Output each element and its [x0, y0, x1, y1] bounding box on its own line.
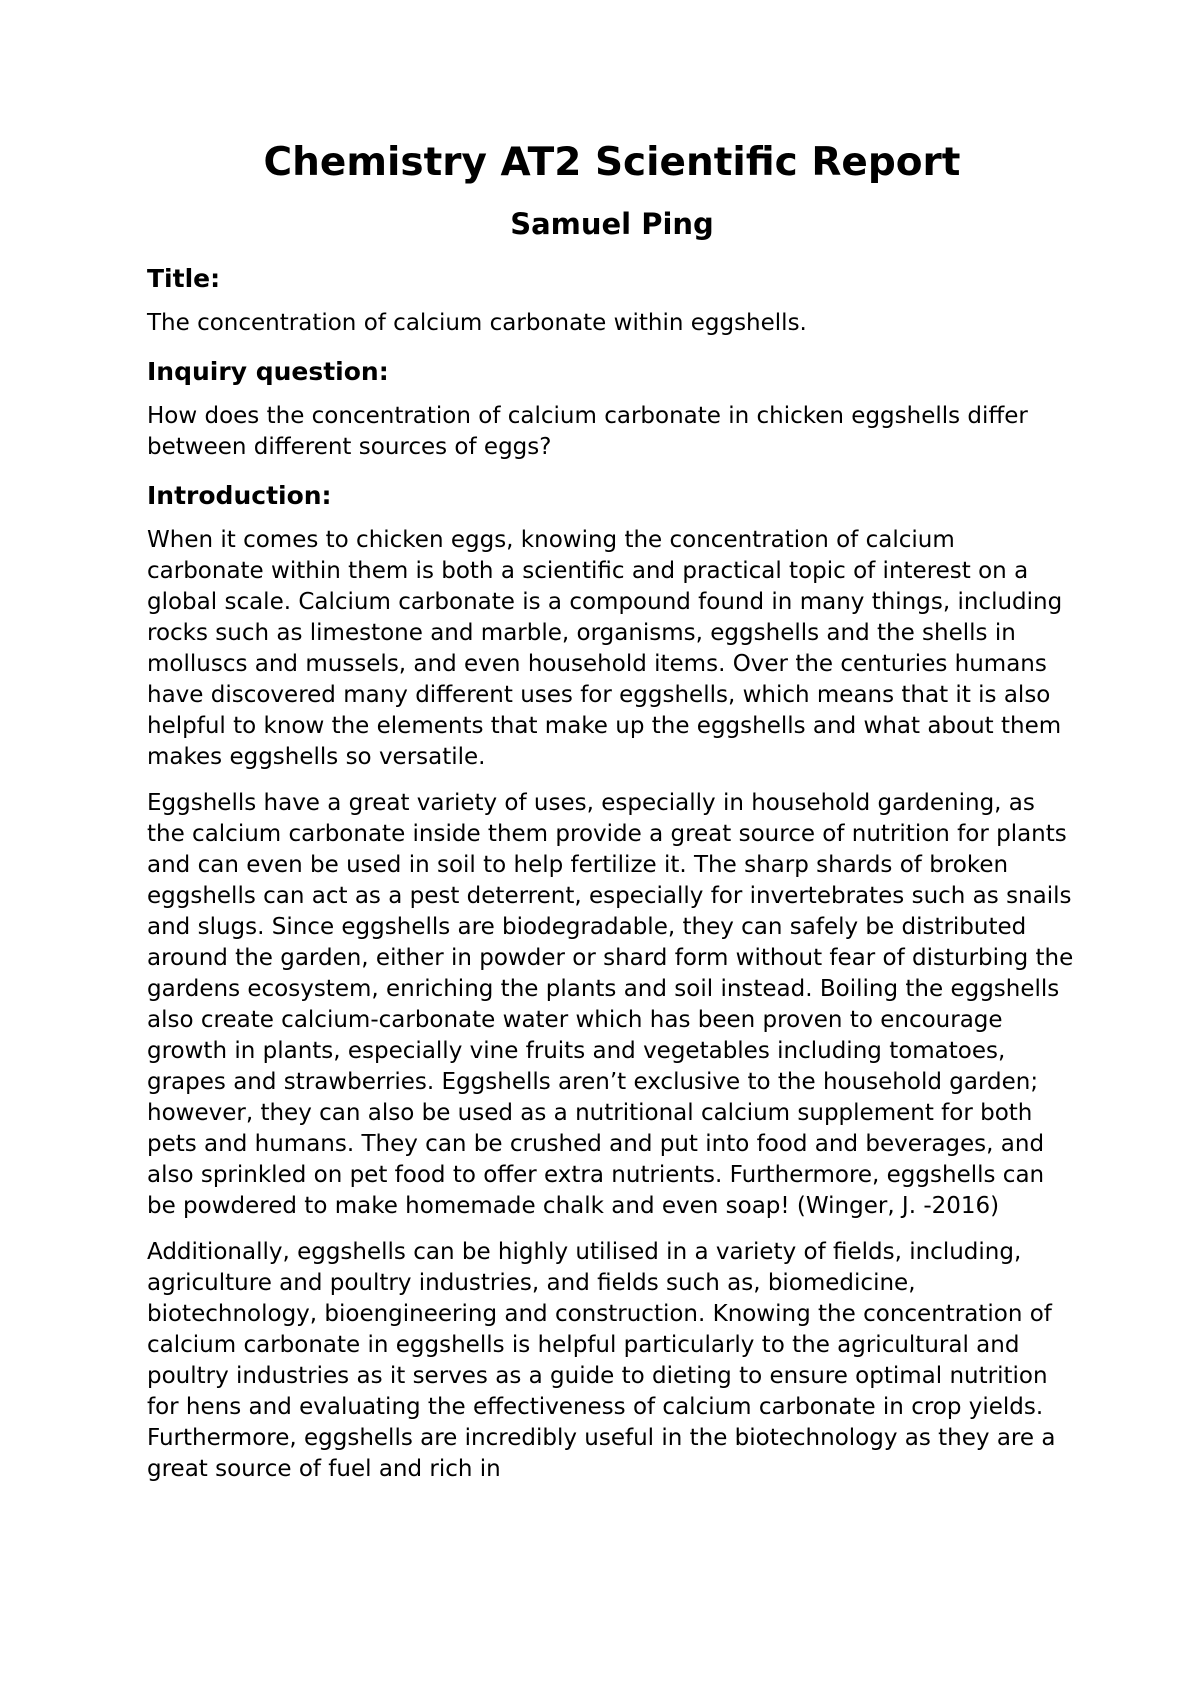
introduction-paragraph-2: Eggshells have a great variety of uses, especially in household gardening, as the calcium carbonate inside them provide a great source of nutrition for plants and can even be used in soil to help fertilize it. The sharp shards of broken eggshells can act as a pest deterrent, especially for invertebrates such as snails and slugs. Since eggshells are biodegradable, they can safely be distributed around the garden, either in powder or shard form without fear of disturbing the gardens ecosystem, enriching the plants and soil instead. Boiling the eggshells also create calcium-carbonate water which has been proven to encourage growth in plants, especially vine fruits and vegetables including tomatoes, grapes and strawberries. Eggshells aren’t exclusive to the household garden; however, they can also be used as a nutritional calcium supplement for both pets and humans. They can be crushed and put into food and beverages, and also sprinkled on pet food to offer extra nutrients. Furthermore, eggshells can be powdered to make homemade chalk and even soap! (Winger, J. -2016) — [147, 789, 1074, 1219]
introduction-paragraph-3: Additionally, eggshells can be highly utilised in a variety of fields, including, agriculture and poultry industries, and fields such as, biomedicine, biotechnology, bioengineering and construction. Knowing the concentration of calcium carbonate in eggshells is helpful particularly to the agricultural and poultry industries as it serves as a guide to dieting to ensure optimal nutrition for hens and evaluating the effectiveness of calcium carbonate in crop yields. Furthermore, eggshells are incredibly useful in the biotechnology as they are a great source of fuel and rich in — [147, 1238, 1056, 1482]
document-page — [147, 140, 1077, 1485]
section-heading-inquiry-question: Inquiry question: — [147, 356, 389, 386]
section-inquiry-question — [147, 357, 1077, 463]
introduction-paragraph-1: When it comes to chicken eggs, knowing the concentration of calcium carbonate within them is both a scientific and practical topic of interest on a global scale. Calcium carbonate is a compound found in many things, including rocks such as limestone and marble, organisms, eggshells and the shells in molluscs and mussels, and even household items. Over the centuries humans have discovered many different uses for eggshells, which means that it is also helpful to know the elements that make up the eggshells and what about them makes eggshells so versatile. — [147, 526, 1063, 770]
document-author: Samuel Ping — [510, 206, 714, 241]
title-paragraph: The concentration of calcium carbonate within eggshells. — [147, 309, 807, 336]
section-heading-title: Title: — [147, 263, 221, 293]
inquiry-question-paragraph: How does the concentration of calcium carbonate in chicken eggshells differ between different sources of eggs? — [147, 402, 1028, 460]
section-title — [147, 264, 1077, 339]
section-introduction — [147, 481, 1077, 1485]
document-title: Chemistry AT2 Scientific Report — [263, 140, 961, 185]
section-heading-introduction: Introduction: — [147, 480, 332, 510]
